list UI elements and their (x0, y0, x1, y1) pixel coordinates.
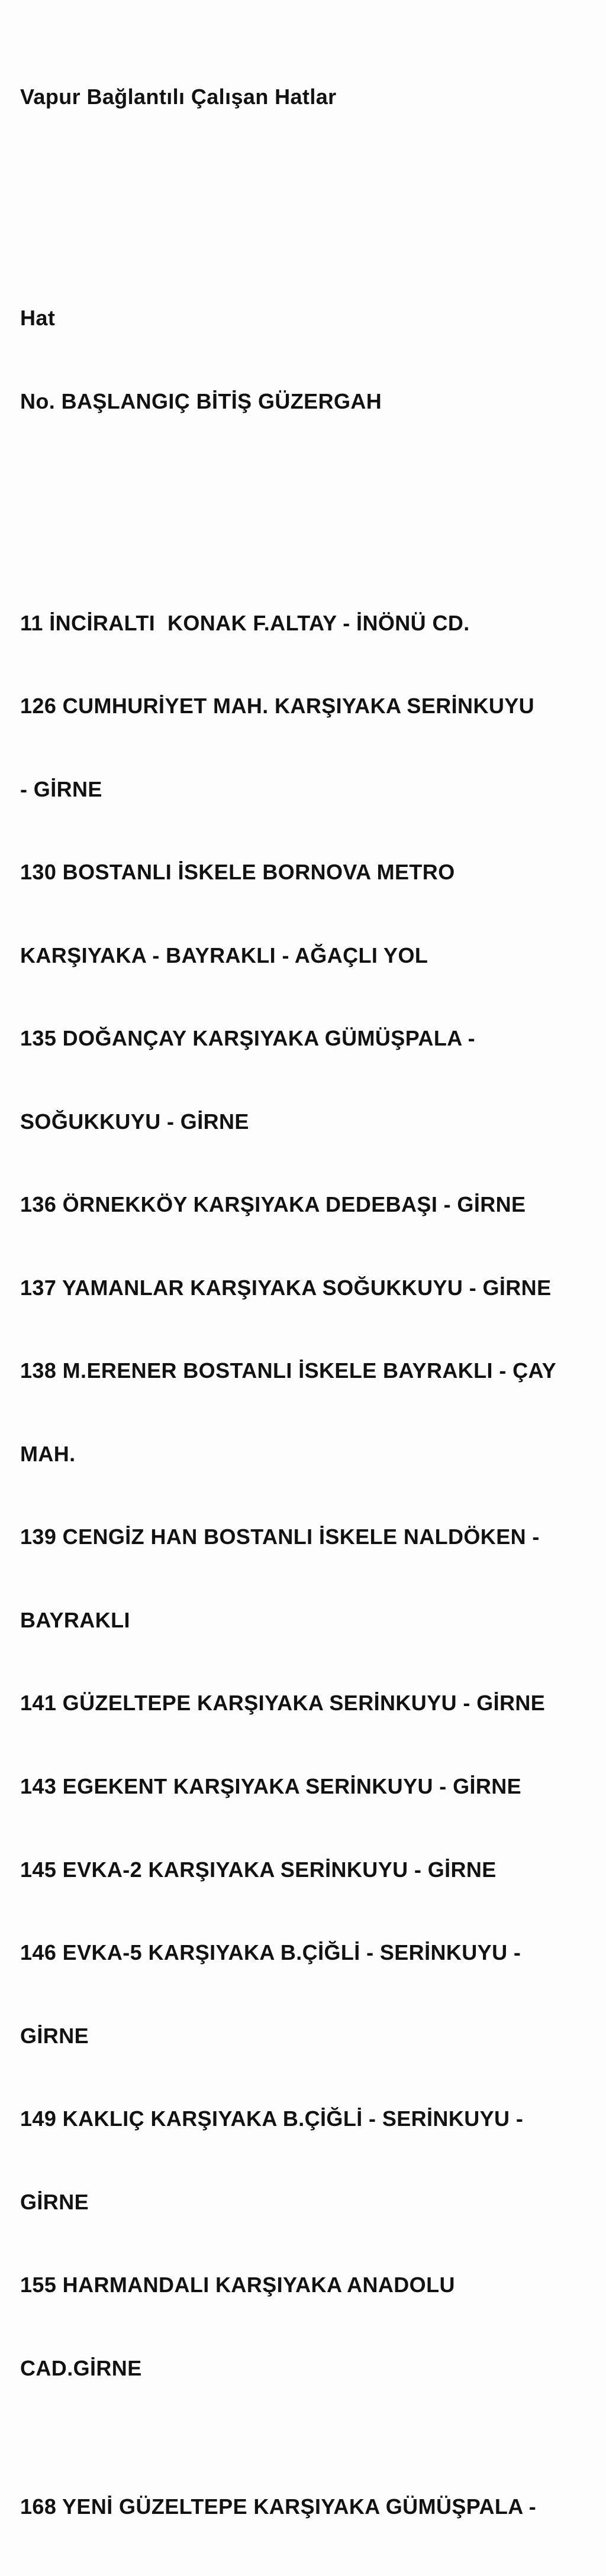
route-line: 138 M.ERENER BOSTANLI İSKELE BAYRAKLI - ÇAY (20, 1358, 557, 1383)
route-line: 141 GÜZELTEPE KARŞIYAKA SERİNKUYU - GİRNE (20, 1691, 546, 1716)
route-line: 146 EVKA-5 KARŞIYAKA B.ÇİĞLİ - SERİNKUYU - (20, 1940, 521, 1965)
route-line: 135 DOĞANÇAY KARŞIYAKA GÜMÜŞPALA - (20, 1026, 476, 1051)
column-header-hat: Hat (20, 306, 56, 331)
route-line: 136 ÖRNEKKÖY KARŞIYAKA DEDEBAŞI - GİRNE (20, 1192, 526, 1217)
route-line: 155 HARMANDALI KARŞIYAKA ANADOLU (20, 2273, 455, 2297)
route-line-continuation: KARŞIYAKA - BAYRAKLI - AĞAÇLI YOL (20, 943, 428, 967)
route-line: 139 CENGİZ HAN BOSTANLI İSKELE NALDÖKEN - (20, 1525, 540, 1549)
clipped-route-line: 168 YENİ GÜZELTEPE KARŞIYAKA GÜMÜŞPALA - (20, 2494, 537, 2519)
route-line-continuation: MAH. (20, 1441, 76, 1466)
column-header-fields: No. BAŞLANGIÇ BİTİŞ GÜZERGAH (20, 389, 382, 413)
route-line-continuation: GİRNE (20, 2189, 89, 2214)
route-line: 130 BOSTANLI İSKELE BORNOVA METRO (20, 860, 455, 885)
route-line: 149 KAKLIÇ KARŞIYAKA B.ÇİĞLİ - SERİNKUYU - (20, 2106, 524, 2131)
blank-line (20, 194, 606, 222)
route-line-continuation: CAD.GİRNE (20, 2355, 142, 2380)
route-line: 11 İNCİRALTI KONAK F.ALTAY - İNÖNÜ CD. (20, 610, 470, 635)
route-line-continuation: BAYRAKLI (20, 1607, 130, 1632)
route-line-continuation: SOĞUKKUYU - GİRNE (20, 1109, 249, 1134)
route-line: 143 EGEKENT KARŞIYAKA SERİNKUYU - GİRNE (20, 1774, 522, 1798)
blank-line (20, 499, 606, 526)
route-line: 137 YAMANLAR KARŞIYAKA SOĞUKKUYU - GİRNE (20, 1275, 552, 1300)
route-line-continuation: - GİRNE (20, 776, 102, 801)
route-line: 126 CUMHURİYET MAH. KARŞIYAKA SERİNKUYU (20, 694, 535, 719)
page-title: Vapur Bağlantılı Çalışan Hatlar (20, 84, 337, 109)
route-line-continuation: GİRNE (20, 2023, 89, 2048)
route-line: 145 EVKA-2 KARŞIYAKA SERİNKUYU - GİRNE (20, 1857, 497, 1882)
